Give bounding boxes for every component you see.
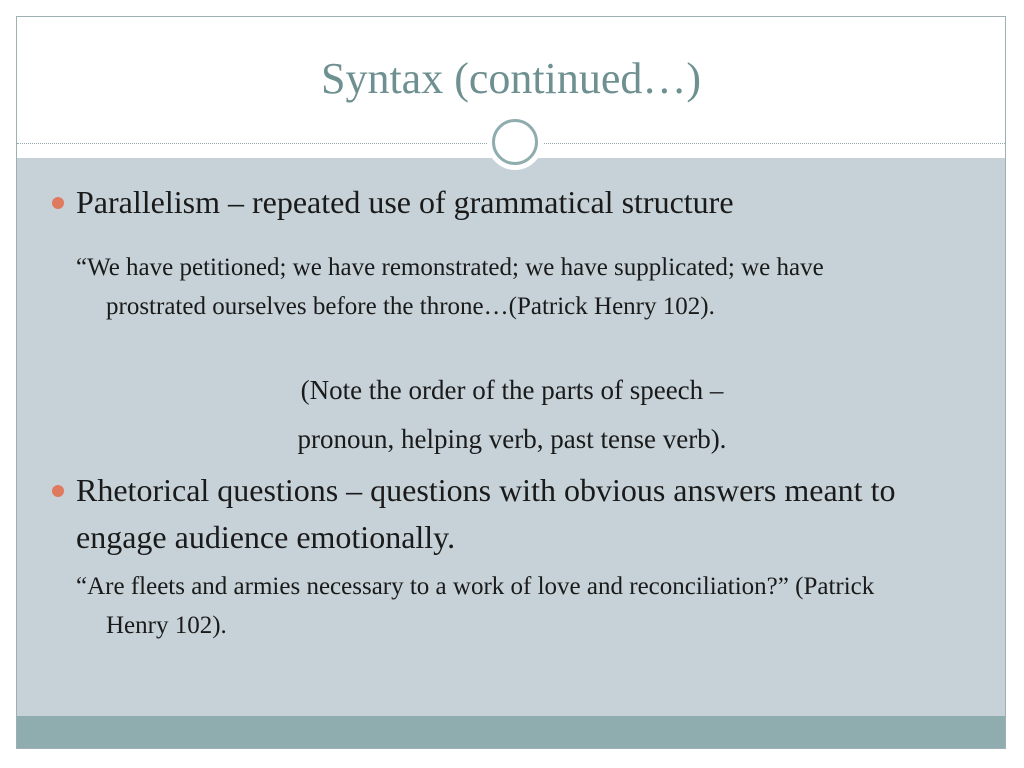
bullet-text: Parallelism – repeated use of grammatical structure <box>76 184 734 220</box>
note-line-2: pronoun, helping verb, past tense verb). <box>297 424 727 454</box>
slide-title: Syntax (continued…) <box>320 54 702 103</box>
content-area <box>17 158 1005 716</box>
bullet-dot-icon <box>52 197 64 209</box>
bullet-text: Rhetorical questions – questions with obvious answers meant to engage audience emotionally. <box>76 472 896 555</box>
slide <box>16 16 1006 749</box>
bullet-item-rhetorical-questions <box>76 467 936 561</box>
note-line-1: (Note the order of the parts of speech – <box>300 375 724 405</box>
bullet-item-parallelism <box>76 179 976 226</box>
bullet-dot-icon <box>52 485 64 497</box>
circle-ornament-icon <box>487 114 543 170</box>
quote-parallelism: “We have petitioned; we have remonstrated; we have supplicated; we have prostrated ourselves before the throne…(Patrick Henry 102). <box>76 254 824 320</box>
footer-bar <box>17 716 1005 749</box>
quote-rhetorical: “Are fleets and armies necessary to a work of love and reconciliation?” (Patrick Henry 102). <box>76 573 875 639</box>
ring-icon <box>492 119 538 165</box>
